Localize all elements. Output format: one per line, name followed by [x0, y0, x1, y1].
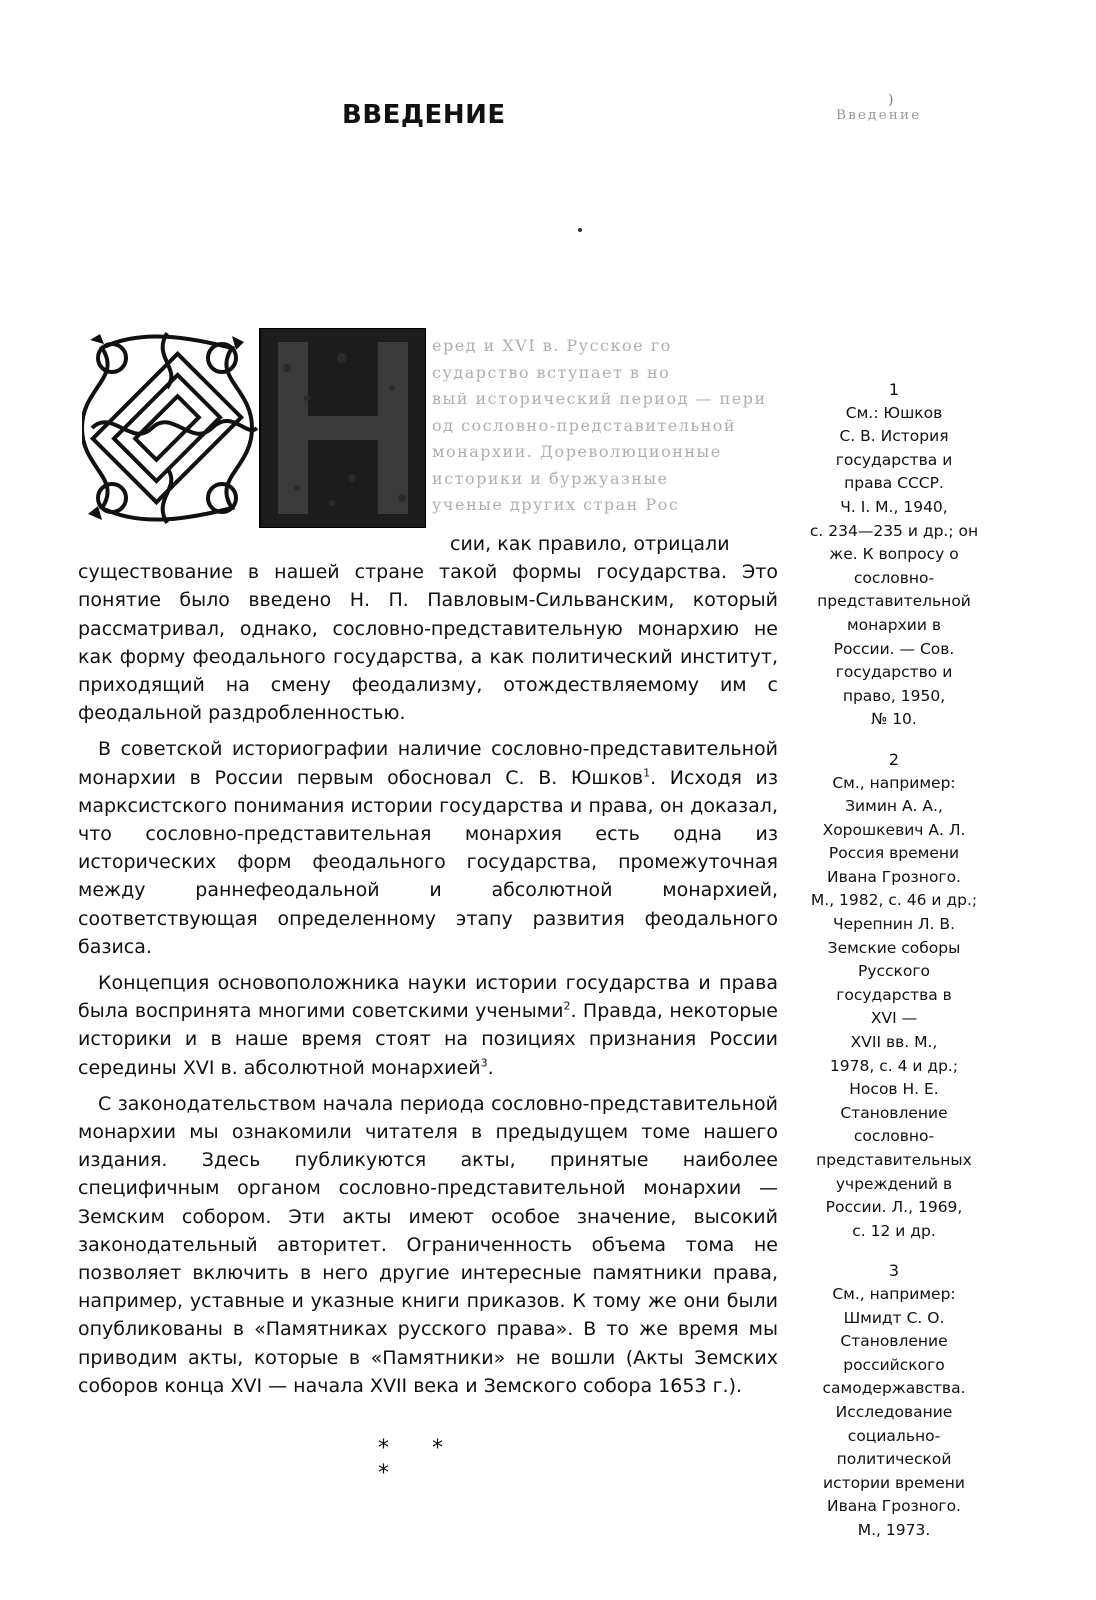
running-mark: ) — [888, 92, 894, 108]
paragraph-3-mid: . Правда, некоторые историки и в наше время стоят на позициях признания России середины XVI в. абсолютной монархией — [78, 1000, 778, 1079]
footnote-line: государства в — [836, 985, 952, 1004]
footnote-line: самодержавства. — [822, 1379, 966, 1398]
footnote-line: российского — [843, 1355, 945, 1374]
paragraph-continuation-first-line: сии, как правило, отрицали — [450, 533, 730, 555]
footnote-line: представительной — [817, 592, 971, 611]
footnote-line: сословно- — [853, 1127, 935, 1146]
footnote-line: с. 12 и др. — [852, 1221, 936, 1240]
footnote-line: 1978, с. 4 и др.; — [829, 1056, 959, 1075]
paragraph-2 — [78, 735, 778, 961]
footnote-line: же. К вопросу о — [829, 545, 959, 564]
footnote-line: учреждений в — [835, 1174, 953, 1193]
footnote-line: Шмидт С. О. — [843, 1308, 945, 1327]
footnote-line: представительных — [816, 1151, 972, 1169]
page-title: ВВЕДЕНИЕ — [342, 100, 506, 130]
faded-line: историки и буржуазные — [432, 468, 669, 488]
footnote-2 — [796, 748, 992, 1243]
footnote-line: права СССР. — [844, 474, 944, 493]
footnote-line: Становление — [840, 1332, 948, 1351]
footnote-line: сословно- — [853, 568, 935, 587]
footnote-line: М., 1982, с. 46 и др.; — [810, 891, 978, 910]
running-head: Введение — [835, 108, 922, 123]
footnote-line: Ивана Грозного. — [827, 1497, 961, 1516]
paragraph-2-rest: . Исходя из марксистского понимания истории государства и права, он доказал, что сословно-представительная монархия есть одна из исторических форм феодального государства, промежуточная между раннефеодальной и абсолютной монархией, соответствующая определенному этапу развития феодального базиса. — [78, 766, 778, 958]
faded-line: монархии. Дореволюционные — [432, 442, 722, 461]
footnote-line: XVI — — [870, 1009, 918, 1028]
paragraph-4: С законодательством начала периода сословно-представительной монархии мы ознакомили читателя в предыдущем томе нашего издания. Здесь публикуются акты, принятые наиболее специфичным органом сословно-представительной монархии — Земским собором. Эти акты имеют особое значение, высокий законодательный авторитет. Ограниченность объема тома не позволяет включить в него другие интересные памятники права, например, уставные и указные книги приказов. К тому же они были опубликованы в «Памятниках русского права». В то же время мы приводим акты, которые в «Памятники» не вошли (Акты Земских соборов конца XVI — начала XVII века и Земского собора 1653 г.). — [78, 1092, 778, 1397]
footnote-line: Ч. I. М., 1940, — [840, 497, 948, 516]
footnote-line: XVII вв. М., — [850, 1033, 938, 1052]
faded-line: вый исторический период — пери — [432, 389, 767, 408]
footnote-line: С. В. История — [839, 427, 949, 446]
print-speck — [578, 228, 582, 232]
footnote-ref-1: 1 — [643, 766, 651, 780]
faded-line: од сословно-представительной — [432, 415, 737, 435]
faded-line: сударство вступает в но — [432, 362, 671, 382]
footnote-line: Исследование — [835, 1402, 953, 1421]
section-separator: * * * — [378, 1436, 461, 1486]
paragraph-3-end: . — [487, 1056, 494, 1079]
footnote-line: право, 1950, — [842, 686, 946, 705]
footnote-ref-2: 2 — [563, 999, 571, 1013]
footnote-line: Черепнин Л. В. — [832, 915, 955, 934]
faded-opening-text — [432, 333, 784, 519]
footnote-line: Становление — [840, 1103, 948, 1122]
footnote-line: с. 234—235 и др.; он — [809, 521, 979, 540]
footnote-line: См., например: — [832, 773, 956, 792]
footnote-ref-3: 3 — [480, 1056, 488, 1070]
footnote-line: социально- — [847, 1426, 941, 1445]
footnote-line: Россия времени — [828, 844, 960, 863]
footnote-line: Носов Н. Е. — [849, 1080, 939, 1099]
footnote-line: См., например: — [832, 1284, 956, 1303]
drop-cap-ornament — [82, 328, 426, 528]
footnote-line: Хорошкевич А. Л. — [822, 820, 966, 839]
footnote-line: См.: Юшков — [845, 403, 943, 422]
footnote-number: 3 — [888, 1261, 900, 1281]
footnote-line: политической — [836, 1450, 952, 1469]
faded-line: еред и XVI в. Русское го — [432, 336, 672, 355]
footnote-line: государство и — [835, 663, 953, 682]
paragraph-1: существование в нашей стране такой формы государства. Это понятие было введено Н. П. Павловым-Сильванским, который рассматривал, однако, сословно-представительную монархию не как форму феодального государства, а как политический институт, приходящий на смену феодализму, отождествляемому им с феодальной раздробленностью. — [78, 561, 778, 725]
footnote-line: Ивана Грозного. — [827, 867, 961, 886]
footnote-number: 1 — [888, 380, 900, 399]
footnote-line: истории времени — [823, 1473, 965, 1492]
paragraph-3 — [78, 969, 778, 1082]
paragraph-2-text: В советской историографии наличие сословно-представительной монархии в России первым обосновал С. В. Юшков — [78, 738, 778, 789]
footnote-line: М., 1973. — [857, 1520, 931, 1539]
main-text — [78, 530, 778, 1400]
footnote-line: России. — Сов. — [833, 639, 955, 658]
faded-line: ученые других стран Рос — [432, 495, 680, 514]
paragraph-3-text: Концепция основоположника науки истории государства и права была воспринята многими советскими учеными — [78, 972, 778, 1023]
footnote-line: монархии в — [846, 615, 942, 634]
footnote-line: России. Л., 1969, — [825, 1198, 963, 1217]
footnote-line: государства и — [835, 450, 953, 469]
footnote-number: 2 — [888, 749, 900, 769]
ornamental-interlace-icon — [82, 328, 426, 528]
footnote-line: № 10. — [871, 710, 917, 729]
footnote-1 — [796, 378, 992, 732]
footnote-3 — [796, 1259, 992, 1542]
footnotes-column — [796, 378, 992, 1559]
footnote-line: Русского — [857, 962, 931, 981]
footnote-line: Зимин А. А., — [845, 797, 943, 816]
footnote-line: Земские соборы — [827, 938, 961, 957]
